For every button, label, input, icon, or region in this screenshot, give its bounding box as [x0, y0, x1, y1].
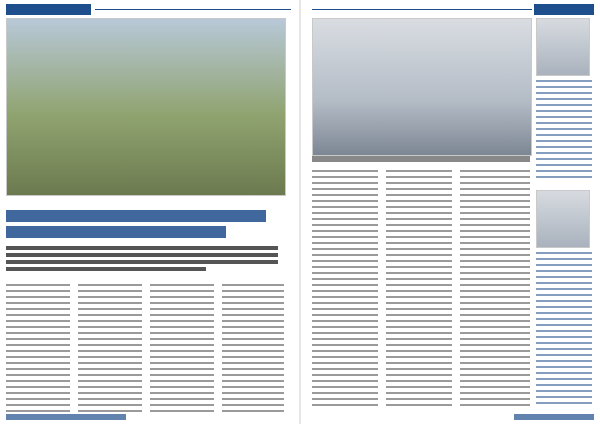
construction-site-photo [6, 18, 286, 196]
photo-caption [312, 156, 530, 162]
lede [6, 246, 284, 274]
page-gutter [299, 0, 301, 424]
header-rule-left [95, 9, 291, 10]
body-column-5 [312, 170, 378, 410]
portrait-photo-1 [536, 18, 590, 76]
body-column-7 [460, 170, 530, 410]
body-column-4 [222, 284, 284, 416]
body-column-3 [150, 284, 214, 416]
delegation-photo [312, 18, 532, 156]
pull-quote-2 [536, 252, 592, 408]
pull-quote-1 [536, 80, 592, 182]
footer-left [6, 414, 126, 420]
section-label-left [6, 4, 91, 15]
headline [6, 210, 284, 240]
body-column-2 [78, 284, 142, 416]
header-rule-right [312, 9, 532, 10]
portrait-photo-2 [536, 190, 590, 248]
footer-right [514, 414, 594, 420]
body-column-1 [6, 284, 70, 416]
body-column-6 [386, 170, 452, 410]
section-label-right [534, 4, 594, 15]
